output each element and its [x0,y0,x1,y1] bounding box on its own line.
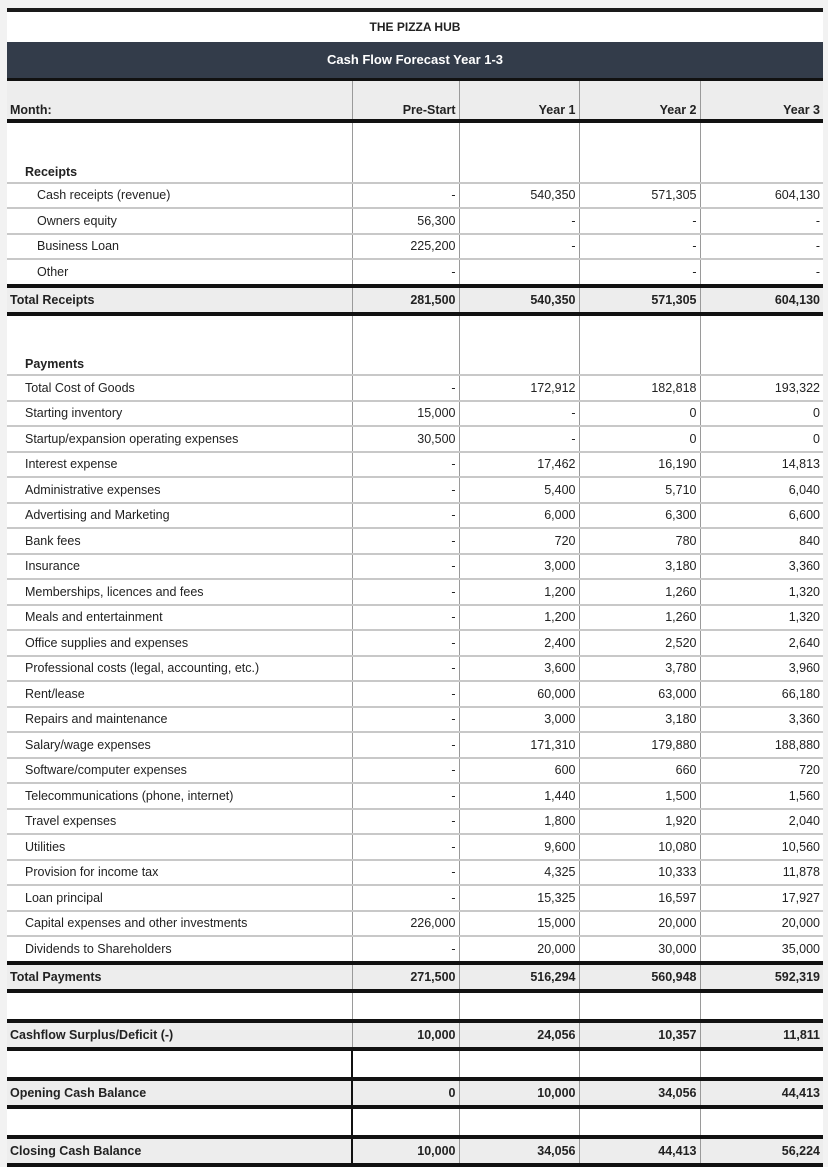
cell-year-1: 540,350 [459,183,579,209]
cell-year-3: 3,360 [700,707,823,733]
cell-year-3: 2,640 [700,630,823,656]
row-label: Closing Cash Balance [7,1137,352,1165]
cell-year-3: 56,224 [700,1137,823,1165]
cell-year-3: 66,180 [700,681,823,707]
cell-year-2: 571,305 [579,286,700,314]
cell-year-3: 11,811 [700,1021,823,1049]
row-label: Advertising and Marketing [7,503,352,529]
table-row [7,809,823,835]
table-row [7,234,823,260]
cell-pre-start: - [352,758,459,784]
table-row [7,936,823,963]
table-row [7,732,823,758]
cell-pre-start: 226,000 [352,911,459,937]
cell-year-1: 5,400 [459,477,579,503]
table-row [7,783,823,809]
cell-pre-start: - [352,936,459,963]
cell-year-1 [459,259,579,286]
cell-pre-start: - [352,783,459,809]
cell-year-3: - [700,208,823,234]
cell-pre-start: - [352,503,459,529]
cell-year-2: 34,056 [579,1079,700,1107]
cell-year-1: 516,294 [459,963,579,991]
cell-year-2: 10,080 [579,834,700,860]
cell-year-1: 9,600 [459,834,579,860]
cell-pre-start: - [352,183,459,209]
cell-pre-start: - [352,579,459,605]
row-label: Telecommunications (phone, internet) [7,783,352,809]
row-label: Insurance [7,554,352,580]
cell-year-2: 571,305 [579,183,700,209]
closing-cash-balance-row [7,1137,823,1165]
cell-year-1: - [459,401,579,427]
row-label: Opening Cash Balance [7,1079,352,1107]
table-row [7,477,823,503]
cell-year-1: 15,325 [459,885,579,911]
cell-year-3: 592,319 [700,963,823,991]
table-row [7,885,823,911]
row-label: Total Cost of Goods [7,375,352,401]
spacer-row [7,1107,823,1137]
cell-pre-start: 56,300 [352,208,459,234]
cell-year-2: 3,780 [579,656,700,682]
cell-year-3: 11,878 [700,860,823,886]
cell-year-1: 4,325 [459,860,579,886]
row-label: Meals and entertainment [7,605,352,631]
row-label: Software/computer expenses [7,758,352,784]
cell-year-1: 15,000 [459,911,579,937]
cell-pre-start: 281,500 [352,286,459,314]
spacer-row [7,314,823,348]
row-label: Memberships, licences and fees [7,579,352,605]
spacer-row [7,1049,823,1079]
row-label: Cashflow Surplus/Deficit (-) [7,1021,352,1049]
row-label: Rent/lease [7,681,352,707]
table-row [7,834,823,860]
cell-pre-start: - [352,656,459,682]
row-label: Repairs and maintenance [7,707,352,733]
cell-year-2: 0 [579,426,700,452]
table-row [7,554,823,580]
table-row [7,259,823,286]
cell-pre-start: 225,200 [352,234,459,260]
row-label: Interest expense [7,452,352,478]
row-label: Office supplies and expenses [7,630,352,656]
cell-pre-start: - [352,605,459,631]
cell-year-1: 720 [459,528,579,554]
cell-year-3: - [700,259,823,286]
table-row [7,183,823,209]
table-row [7,707,823,733]
cell-pre-start: - [352,885,459,911]
cell-year-2: 6,300 [579,503,700,529]
cell-year-2: 1,260 [579,605,700,631]
cell-pre-start: 30,500 [352,426,459,452]
cell-year-1: 1,800 [459,809,579,835]
row-label: Total Receipts [7,286,352,314]
month-label: Month: [7,81,352,121]
cell-year-3: - [700,234,823,260]
spacer-row [7,991,823,1021]
cell-year-1: 171,310 [459,732,579,758]
cell-year-2: 30,000 [579,936,700,963]
cell-year-3: 720 [700,758,823,784]
cell-year-1: 3,000 [459,554,579,580]
cell-year-3: 1,320 [700,605,823,631]
row-label: Total Payments [7,963,352,991]
cell-year-2: 10,333 [579,860,700,886]
cell-year-3: 0 [700,426,823,452]
cell-year-1: 540,350 [459,286,579,314]
row-label: Capital expenses and other investments [7,911,352,937]
cell-year-1: 1,440 [459,783,579,809]
cell-year-2: 1,500 [579,783,700,809]
row-label: Utilities [7,834,352,860]
cell-year-2: 2,520 [579,630,700,656]
cell-year-2: 10,357 [579,1021,700,1049]
cell-year-1: - [459,234,579,260]
table-row [7,426,823,452]
cell-pre-start: - [352,259,459,286]
cell-pre-start: - [352,375,459,401]
row-label: Other [7,259,352,286]
cell-year-1: 1,200 [459,579,579,605]
cell-year-3: 44,413 [700,1079,823,1107]
table-row [7,630,823,656]
cell-year-2: - [579,259,700,286]
cell-pre-start: 0 [352,1079,459,1107]
row-label: Loan principal [7,885,352,911]
cell-year-2: 16,597 [579,885,700,911]
payments-section-header [7,348,823,376]
section-label: Payments [7,348,352,376]
row-label: Professional costs (legal, accounting, etc.) [7,656,352,682]
cell-pre-start: 15,000 [352,401,459,427]
cell-year-2: 780 [579,528,700,554]
table-row [7,605,823,631]
cell-year-3: 1,320 [700,579,823,605]
row-label: Travel expenses [7,809,352,835]
cell-year-3: 10,560 [700,834,823,860]
table-row [7,375,823,401]
cell-year-2: 1,920 [579,809,700,835]
cell-year-2: 179,880 [579,732,700,758]
opening-cash-balance-row [7,1079,823,1107]
spacer-row [7,121,823,155]
cell-year-2: 560,948 [579,963,700,991]
table-row [7,528,823,554]
cell-pre-start: - [352,732,459,758]
cell-year-1: 10,000 [459,1079,579,1107]
cell-year-2: 0 [579,401,700,427]
cell-year-3: 3,960 [700,656,823,682]
company-name: THE PIZZA HUB [7,12,823,42]
cell-year-1: - [459,208,579,234]
table-row [7,503,823,529]
cell-pre-start: - [352,809,459,835]
cell-year-3: 2,040 [700,809,823,835]
total-payments-row [7,963,823,991]
cell-pre-start: 10,000 [352,1137,459,1165]
cell-year-3: 1,560 [700,783,823,809]
row-label: Business Loan [7,234,352,260]
cell-pre-start: 271,500 [352,963,459,991]
cell-year-3: 17,927 [700,885,823,911]
row-label: Startup/expansion operating expenses [7,426,352,452]
table-row [7,860,823,886]
cell-year-2: 3,180 [579,707,700,733]
row-label: Cash receipts (revenue) [7,183,352,209]
cell-year-2: - [579,234,700,260]
row-label: Starting inventory [7,401,352,427]
cell-year-2: 5,710 [579,477,700,503]
cell-year-3: 840 [700,528,823,554]
cell-year-1: 60,000 [459,681,579,707]
cell-year-1: 34,056 [459,1137,579,1165]
cell-year-3: 14,813 [700,452,823,478]
cell-year-3: 188,880 [700,732,823,758]
cell-year-1: 6,000 [459,503,579,529]
row-label: Administrative expenses [7,477,352,503]
sheet-title: Cash Flow Forecast Year 1-3 [7,42,823,81]
cell-year-1: 20,000 [459,936,579,963]
cell-year-1: 600 [459,758,579,784]
cell-year-3: 20,000 [700,911,823,937]
cell-year-2: 63,000 [579,681,700,707]
col-header-year-1: Year 1 [459,81,579,121]
cell-pre-start: - [352,554,459,580]
cell-year-1: 1,200 [459,605,579,631]
col-header-year-2: Year 2 [579,81,700,121]
header-row [7,81,823,121]
table-row [7,452,823,478]
table-row [7,681,823,707]
table-row [7,758,823,784]
cell-year-1: 17,462 [459,452,579,478]
cell-pre-start: - [352,834,459,860]
cell-year-3: 35,000 [700,936,823,963]
cell-year-3: 193,322 [700,375,823,401]
cell-year-2: 44,413 [579,1137,700,1165]
cell-year-3: 3,360 [700,554,823,580]
total-receipts-row [7,286,823,314]
cell-year-1: 2,400 [459,630,579,656]
cell-year-2: 3,180 [579,554,700,580]
row-label: Salary/wage expenses [7,732,352,758]
cell-year-2: 16,190 [579,452,700,478]
cell-pre-start: - [352,707,459,733]
cell-year-1: 172,912 [459,375,579,401]
row-label: Owners equity [7,208,352,234]
cell-pre-start: 10,000 [352,1021,459,1049]
receipts-section-header [7,155,823,183]
cell-year-3: 6,600 [700,503,823,529]
row-label: Provision for income tax [7,860,352,886]
cell-year-3: 604,130 [700,286,823,314]
row-label: Dividends to Shareholders [7,936,352,963]
row-label: Bank fees [7,528,352,554]
cell-year-3: 604,130 [700,183,823,209]
cell-year-2: 20,000 [579,911,700,937]
cell-year-2: 1,260 [579,579,700,605]
table-row [7,911,823,937]
table-row [7,208,823,234]
cash-flow-table [7,81,823,1167]
cell-pre-start: - [352,860,459,886]
cell-year-3: 6,040 [700,477,823,503]
col-header-pre-start: Pre-Start [352,81,459,121]
cashflow-surplus-row [7,1021,823,1049]
cell-pre-start: - [352,630,459,656]
cell-pre-start: - [352,452,459,478]
cell-pre-start: - [352,528,459,554]
table-row [7,656,823,682]
cell-year-3: 0 [700,401,823,427]
cell-year-1: 3,000 [459,707,579,733]
cell-year-2: - [579,208,700,234]
cell-year-1: 24,056 [459,1021,579,1049]
cell-pre-start: - [352,681,459,707]
cell-year-1: - [459,426,579,452]
col-header-year-3: Year 3 [700,81,823,121]
cash-flow-sheet [7,8,823,1167]
cell-year-1: 3,600 [459,656,579,682]
cell-pre-start: - [352,477,459,503]
table-row [7,579,823,605]
cell-year-2: 182,818 [579,375,700,401]
section-label: Receipts [7,155,352,183]
cell-year-2: 660 [579,758,700,784]
table-row [7,401,823,427]
